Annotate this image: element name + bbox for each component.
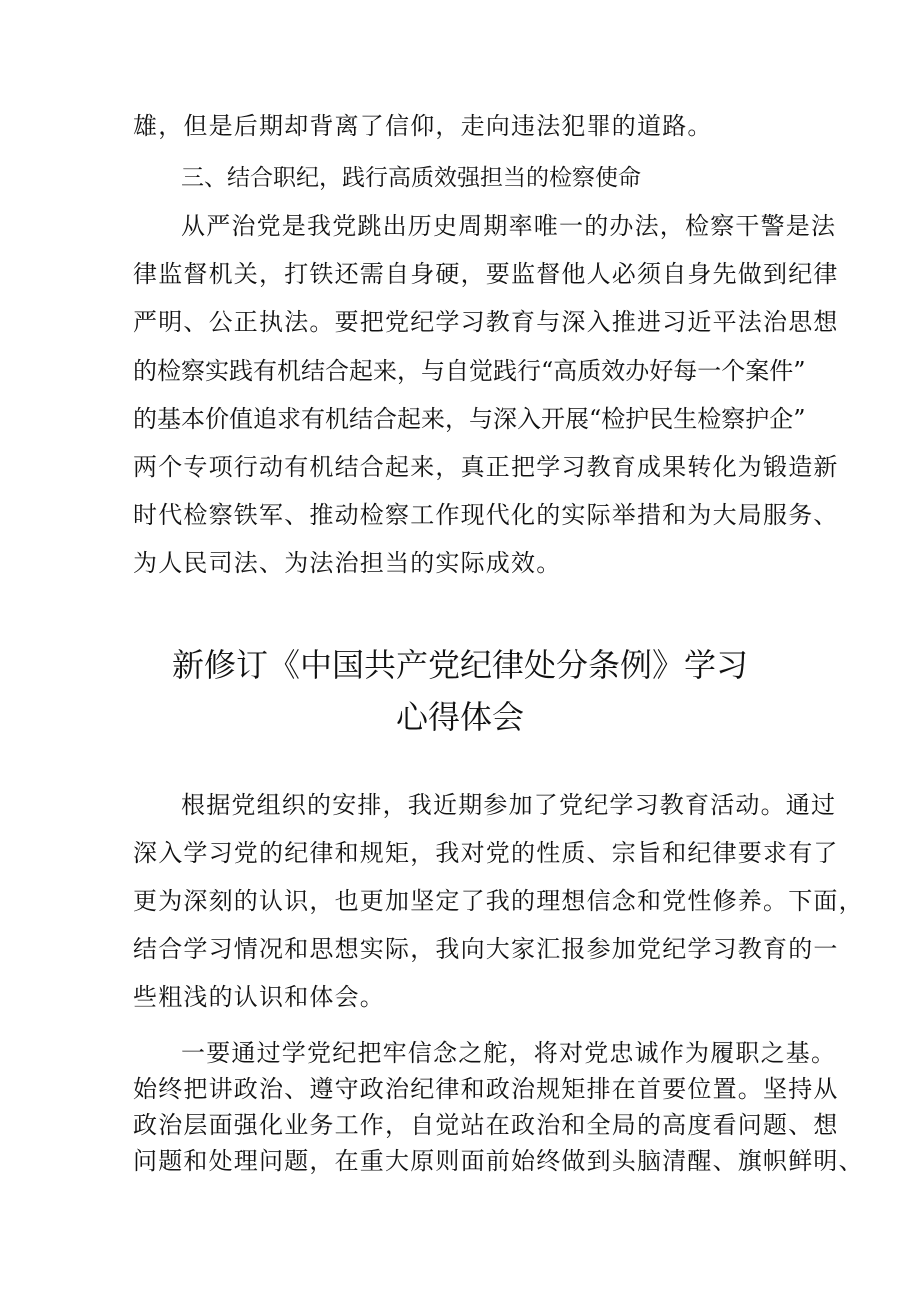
body-text-line: 为人民司法、为法治担当的实际成效。 [133,549,562,577]
body-text-line: 从严治党是我党跳出历史周期率唯一的办法，检察干警是法 [181,212,837,240]
body-text-line: 的检察实践有机结合起来，与自觉践行“高质效办好每一个案件” [133,357,806,385]
body-text-line: 结合学习情况和思想实际，我向大家汇报参加党纪学习教育的一 [133,935,839,963]
section-heading: 三、结合职纪，践行高质效强担当的检察使命 [181,165,641,191]
article-title-line-2: 心得体会 [395,698,524,736]
body-text-line: 两个专项行动有机结合起来，真正把学习教育成果转化为锻造新 [133,453,839,481]
body-text-line: 严明、公正执法。要把党纪学习教育与深入推进习近平法治思想 [133,308,839,336]
body-text-line: 问题和处理问题，在重大原则面前始终做到头脑清醒、旗帜鲜明、 [133,1147,864,1175]
body-text-line: 律监督机关，打铁还需自身硬，要监督他人必须自身先做到纪律 [133,260,839,288]
body-text-line: 政治层面强化业务工作，自觉站在政治和全局的高度看问题、想 [133,1111,839,1139]
body-text-line: 些粗浅的认识和体会。 [133,983,385,1011]
body-text-line: 的基本价值追求有机结合起来，与深入开展“检护民生检察护企” [133,405,806,433]
body-text-line: 根据党组织的安排，我近期参加了党纪学习教育活动。通过 [181,791,837,819]
body-text-line: 时代检察铁军、推动检察工作现代化的实际举措和为大局服务、 [133,501,839,529]
body-text-line: 雄，但是后期却背离了信仰，走向违法犯罪的道路。 [133,112,713,140]
body-text-line: 始终把讲政治、遵守政治纪律和政治规矩排在首要位置。坚持从 [133,1075,839,1103]
body-text-line: 一要通过学党纪把牢信念之舵，将对党忠诚作为履职之基。 [181,1039,837,1067]
body-text-line: 深入学习党的纪律和规矩，我对党的性质、宗旨和纪律要求有了 [133,839,839,867]
article-title-line-1: 新修订《中国共产党纪律处分条例》学习 [171,646,748,684]
body-text-line: 更为深刻的认识，也更加坚定了我的理想信念和党性修养。下面， [133,887,864,915]
